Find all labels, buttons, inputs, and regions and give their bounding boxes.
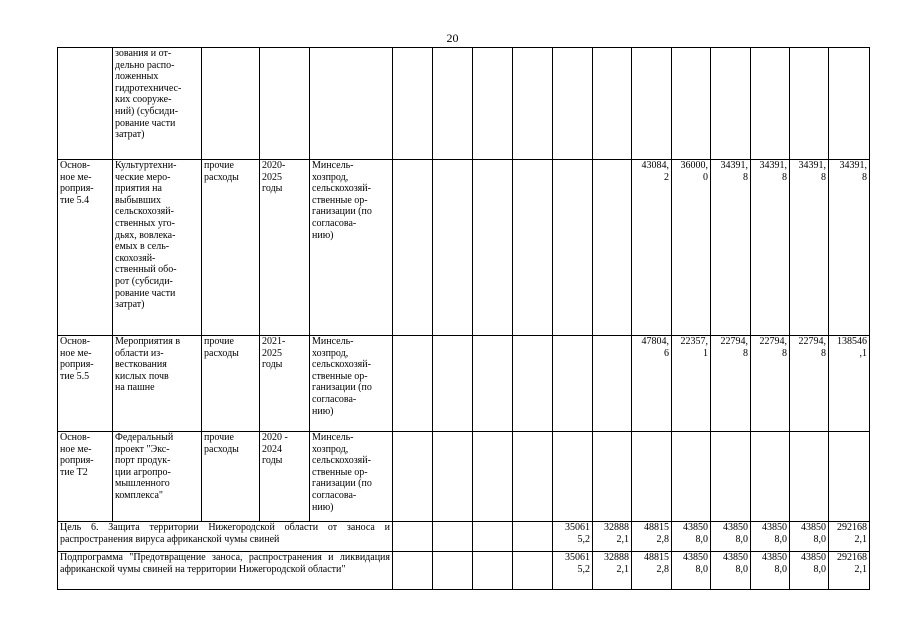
- amount-cell: 292168 2,1: [829, 522, 870, 552]
- amount-cell: 22357, 1: [672, 336, 711, 432]
- amount-cell: [829, 48, 870, 160]
- amount-cell: 292168 2,1: [829, 552, 870, 590]
- amount-cell: [433, 522, 473, 552]
- amount-cell: 43850 8,0: [672, 522, 711, 552]
- amount-cell: [473, 522, 513, 552]
- amount-cell: 22794, 8: [751, 336, 790, 432]
- amount-cell: [711, 432, 751, 522]
- measure-number-cell: Основ- ное ме- роприя- тие 5.4: [58, 160, 113, 336]
- measure-name-cell: Федеральный проект "Экс- порт продук- ции агропро- мышленного комплекса": [113, 432, 202, 522]
- amount-cell: [473, 432, 513, 522]
- amount-cell: [593, 432, 632, 522]
- table-row: [58, 336, 870, 432]
- amount-cell: [473, 552, 513, 590]
- executor-cell: Минсель- хозпрод, сельскохозяй- ственные ор- ганизации (по согласова- нию): [310, 432, 393, 522]
- amount-cell: [672, 432, 711, 522]
- amount-cell: 32888 2,1: [593, 552, 632, 590]
- amount-cell: [829, 432, 870, 522]
- amount-cell: [433, 432, 473, 522]
- amount-cell: [473, 336, 513, 432]
- program-table: [57, 47, 870, 590]
- amount-cell: 43850 8,0: [711, 522, 751, 552]
- amount-cell: [393, 552, 433, 590]
- amount-cell: 35061 5,2: [553, 552, 593, 590]
- amount-cell: 34391, 8: [711, 160, 751, 336]
- amount-cell: [632, 48, 672, 160]
- table-row: [58, 432, 870, 522]
- amount-cell: [393, 48, 433, 160]
- amount-cell: 32888 2,1: [593, 522, 632, 552]
- amount-cell: [473, 160, 513, 336]
- amount-cell: 43850 8,0: [711, 552, 751, 590]
- measure-name-cell: Мероприятия в области из- весткования кислых почв на пашне: [113, 336, 202, 432]
- amount-cell: [393, 336, 433, 432]
- amount-cell: [553, 432, 593, 522]
- amount-cell: 48815 2,8: [632, 552, 672, 590]
- amount-cell: [513, 160, 553, 336]
- amount-cell: 34391, 8: [790, 160, 829, 336]
- amount-cell: 35061 5,2: [553, 522, 593, 552]
- amount-cell: [632, 432, 672, 522]
- amount-cell: 138546 ,1: [829, 336, 870, 432]
- amount-cell: 43850 8,0: [790, 552, 829, 590]
- amount-cell: 22794, 8: [790, 336, 829, 432]
- table-row: [58, 48, 870, 160]
- amount-cell: 34391, 8: [751, 160, 790, 336]
- amount-cell: 43850 8,0: [672, 552, 711, 590]
- amount-cell: [593, 160, 632, 336]
- measure-name-cell: Культуртехни- ческие меро- приятия на выбывших сельскохозяй- ственных уго- дьях, вовлека- емых в сель- скохозяй- ственный обо- рот (субсиди- рование части затрат): [113, 160, 202, 336]
- amount-cell: [790, 48, 829, 160]
- amount-cell: 43850 8,0: [751, 522, 790, 552]
- period-cell: 2020- 2025 годы: [260, 160, 310, 336]
- measure-number-cell: [58, 48, 113, 160]
- measure-name-cell: зования и от- дельно распо- ложенных гидротехничес- ких сооруже- ний) (субсиди- рование части затрат): [113, 48, 202, 160]
- period-cell: 2021- 2025 годы: [260, 336, 310, 432]
- executor-cell: [310, 48, 393, 160]
- amount-cell: [393, 160, 433, 336]
- amount-cell: [553, 336, 593, 432]
- expense-type-cell: прочие расходы: [202, 336, 260, 432]
- amount-cell: [473, 48, 513, 160]
- amount-cell: [513, 336, 553, 432]
- amount-cell: 43850 8,0: [751, 552, 790, 590]
- amount-cell: [593, 336, 632, 432]
- summary-label-cell: Подпрограмма "Предотвращение заноса, распространения и ликвидация африканской чумы свиней на территории Нижегородской области": [58, 552, 393, 590]
- amount-cell: 43084, 2: [632, 160, 672, 336]
- amount-cell: 34391, 8: [829, 160, 870, 336]
- amount-cell: [433, 336, 473, 432]
- executor-cell: Минсель- хозпрод, сельскохозяй- ственные ор- ганизации (по согласова- нию): [310, 336, 393, 432]
- amount-cell: [513, 48, 553, 160]
- amount-cell: [751, 432, 790, 522]
- amount-cell: 43850 8,0: [790, 522, 829, 552]
- amount-cell: [513, 432, 553, 522]
- summary-label-cell: Цель 6. Защита территории Нижегородской области от заноса и распространения вируса африканской чумы свиней: [58, 522, 393, 552]
- period-cell: [260, 48, 310, 160]
- amount-cell: [433, 48, 473, 160]
- amount-cell: [513, 522, 553, 552]
- expense-type-cell: прочие расходы: [202, 160, 260, 336]
- amount-cell: [433, 160, 473, 336]
- amount-cell: 36000, 0: [672, 160, 711, 336]
- amount-cell: [393, 432, 433, 522]
- expense-type-cell: [202, 48, 260, 160]
- executor-cell: Минсель- хозпрод, сельскохозяй- ственные ор- ганизации (по согласова- нию): [310, 160, 393, 336]
- amount-cell: 47804, 6: [632, 336, 672, 432]
- amount-cell: 48815 2,8: [632, 522, 672, 552]
- amount-cell: 22794, 8: [711, 336, 751, 432]
- expense-type-cell: прочие расходы: [202, 432, 260, 522]
- amount-cell: [393, 522, 433, 552]
- measure-number-cell: Основ- ное ме- роприя- тие Т2: [58, 432, 113, 522]
- amount-cell: [553, 160, 593, 336]
- amount-cell: [513, 552, 553, 590]
- amount-cell: [790, 432, 829, 522]
- summary-row: [58, 552, 870, 590]
- amount-cell: [751, 48, 790, 160]
- measure-number-cell: Основ- ное ме- роприя- тие 5.5: [58, 336, 113, 432]
- page-number: 20: [446, 31, 459, 45]
- amount-cell: [711, 48, 751, 160]
- amount-cell: [672, 48, 711, 160]
- summary-row: [58, 522, 870, 552]
- amount-cell: [593, 48, 632, 160]
- amount-cell: [553, 48, 593, 160]
- period-cell: 2020 - 2024 годы: [260, 432, 310, 522]
- table-row: [58, 160, 870, 336]
- amount-cell: [433, 552, 473, 590]
